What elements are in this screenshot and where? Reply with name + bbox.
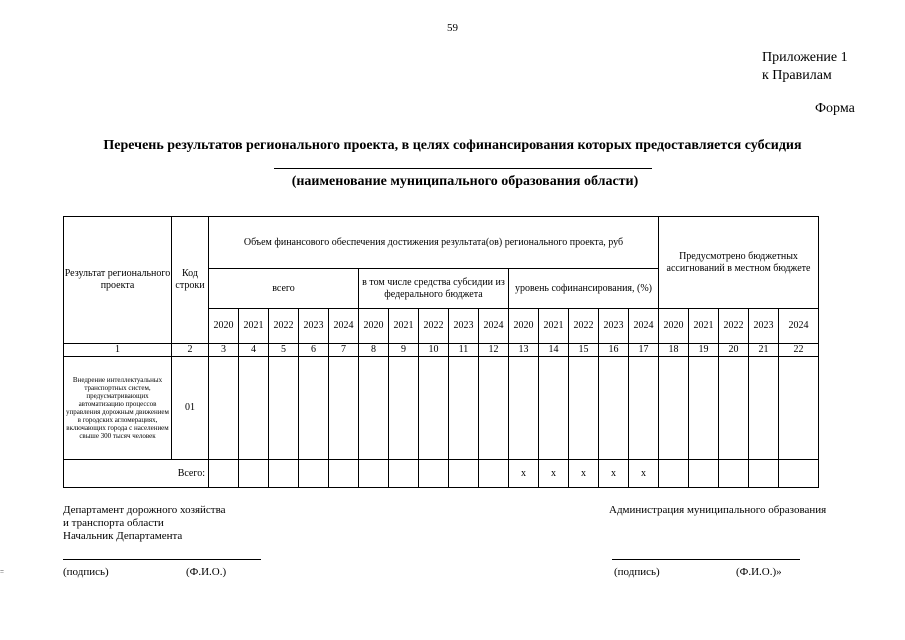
total-x-cell: x [569,460,599,488]
year-header: 2020 [209,309,239,344]
data-cell[interactable] [479,357,509,460]
margin-mark: = [0,568,4,576]
column-number: 6 [299,344,329,357]
header-local-budget: Предусмотрено бюджетных ассигнований в местном бюджете [659,217,819,309]
year-header: 2024 [779,309,819,344]
total-cell[interactable] [719,460,749,488]
header-federal: в том числе средства субсидии из федерального бюджета [359,269,509,309]
column-number: 1 [64,344,172,357]
total-cell[interactable] [239,460,269,488]
column-number: 14 [539,344,569,357]
total-cell[interactable] [689,460,719,488]
data-cell[interactable] [659,357,689,460]
header-cofinancing-level: уровень софинансирования, (%) [509,269,659,309]
data-cell[interactable] [329,357,359,460]
data-cell[interactable] [629,357,659,460]
header-code: Код строки [172,217,209,344]
document-title: Перечень результатов регионального проекта, в целях софинансирования которых предоставляется субсидия [103,138,802,153]
data-cell[interactable] [419,357,449,460]
total-cell[interactable] [329,460,359,488]
column-number: 17 [629,344,659,357]
year-header: 2020 [359,309,389,344]
column-number: 8 [359,344,389,357]
data-cell[interactable] [209,357,239,460]
year-header: 2023 [749,309,779,344]
form-label: Форма [815,101,855,116]
department-signature-block [63,504,226,543]
appendix-line-1: Приложение 1 [762,50,848,65]
total-x-cell: x [629,460,659,488]
data-cell[interactable] [359,357,389,460]
appendix-heading [762,49,848,85]
header-financing: Объем финансового обеспечения достижения результата(ов) регионального проекта, руб [209,217,659,269]
results-table [63,216,819,488]
total-cell[interactable] [449,460,479,488]
column-number: 4 [239,344,269,357]
total-x-cell: x [539,460,569,488]
department-line-2: и транспорта области [63,517,164,529]
row-code-cell: 01 [172,357,209,460]
data-cell[interactable] [779,357,819,460]
header-total: всего [209,269,359,309]
total-cell[interactable] [419,460,449,488]
year-header: 2023 [449,309,479,344]
total-cell[interactable] [359,460,389,488]
year-header: 2022 [719,309,749,344]
left-signature-line [63,559,261,560]
column-number: 20 [719,344,749,357]
year-header: 2021 [539,309,569,344]
data-cell[interactable] [749,357,779,460]
year-header: 2024 [329,309,359,344]
column-number: 12 [479,344,509,357]
year-header: 2021 [239,309,269,344]
result-name-cell: Внедрение интеллектуальных транспортных систем, предусматривающих автоматизацию процессов управления дорожным движением в городских агломерациях, включающих города с населением свыше 300 тысяч человек [64,357,172,460]
left-sign-caption: (подпись) [63,566,109,578]
total-cell[interactable] [479,460,509,488]
data-cell[interactable] [449,357,479,460]
column-number: 5 [269,344,299,357]
municipality-caption: (наименование муниципального образования области) [291,174,639,189]
year-header: 2021 [689,309,719,344]
total-x-cell: x [599,460,629,488]
administration-signature-block [609,504,826,517]
year-header: 2022 [569,309,599,344]
total-cell[interactable] [749,460,779,488]
year-header: 2023 [599,309,629,344]
column-number: 3 [209,344,239,357]
data-cell[interactable] [269,357,299,460]
right-sign-caption: (подпись) [614,566,660,578]
appendix-line-2: к Правилам [762,68,832,83]
year-header: 2020 [659,309,689,344]
column-number: 18 [659,344,689,357]
municipality-fill-line [274,168,652,169]
total-cell[interactable] [659,460,689,488]
data-cell[interactable] [239,357,269,460]
year-header: 2024 [629,309,659,344]
page-number: 59 [447,22,458,34]
column-number: 15 [569,344,599,357]
department-line-1: Департамент дорожного хозяйства [63,504,226,516]
data-cell[interactable] [689,357,719,460]
column-number: 16 [599,344,629,357]
data-cell[interactable] [389,357,419,460]
data-cell[interactable] [299,357,329,460]
column-number: 22 [779,344,819,357]
right-fio-caption: (Ф.И.О.)» [736,566,782,578]
column-number: 11 [449,344,479,357]
department-head: Начальник Департамента [63,530,183,542]
header-result: Результат регионального проекта [64,217,172,344]
column-number: 9 [389,344,419,357]
right-signature-line [612,559,800,560]
column-number: 7 [329,344,359,357]
total-cell[interactable] [269,460,299,488]
column-number: 21 [749,344,779,357]
total-cell[interactable] [779,460,819,488]
year-header: 2024 [479,309,509,344]
column-number: 2 [172,344,209,357]
total-label: Всего: [64,460,209,488]
column-number: 10 [419,344,449,357]
year-header: 2023 [299,309,329,344]
year-header: 2022 [269,309,299,344]
left-fio-caption: (Ф.И.О.) [186,566,227,578]
data-cell[interactable] [509,357,539,460]
total-cell[interactable] [389,460,419,488]
data-cell[interactable] [569,357,599,460]
data-cell[interactable] [539,357,569,460]
total-cell[interactable] [299,460,329,488]
year-header: 2022 [419,309,449,344]
data-cell[interactable] [719,357,749,460]
column-number: 19 [689,344,719,357]
total-cell[interactable] [209,460,239,488]
data-cell[interactable] [599,357,629,460]
year-header: 2021 [389,309,419,344]
administration-label: Администрация муниципального образования [609,504,827,516]
year-header: 2020 [509,309,539,344]
column-number: 13 [509,344,539,357]
total-x-cell: x [509,460,539,488]
